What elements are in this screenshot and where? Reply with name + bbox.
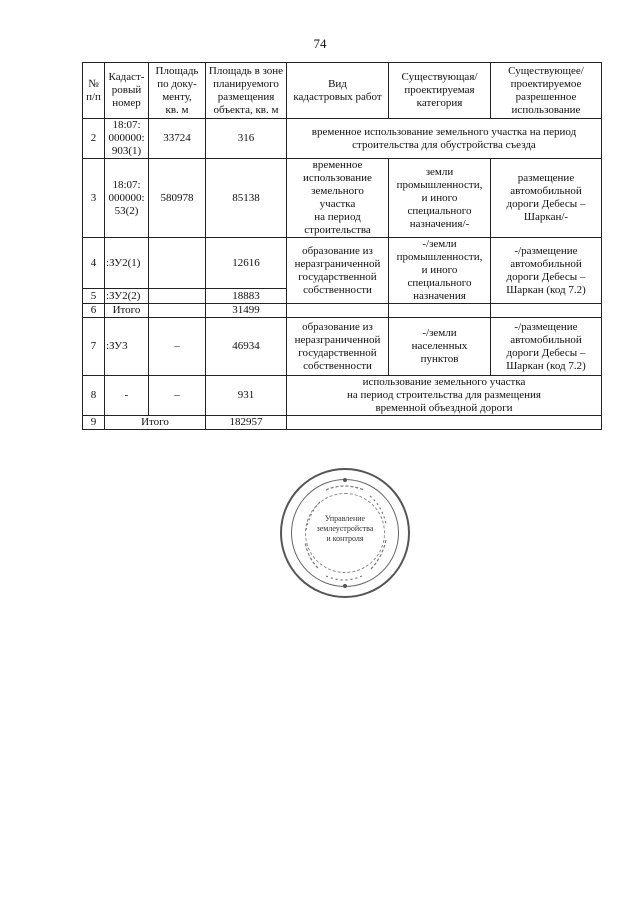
table-row [83,304,602,318]
stamp-center-text: Управление землеустройства и контроля [316,514,374,543]
cell-cadastral: 18:07: 000000: 53(2) [105,159,149,238]
header-cell-number: № п/п [83,63,105,119]
cell-doc-area [149,304,206,318]
cell-zone-area: 931 [206,376,287,416]
cell-category: -/земли населенных пунктов [389,318,491,376]
cell-usage: -/размещение автомобильной дороги Дебесы – Шаркан (код 7.2) [491,238,602,304]
table-row [83,376,602,416]
land-plots-table [82,62,602,430]
cell-doc-area [149,289,206,304]
cell-zone-area: 31499 [206,304,287,318]
header-cell-zone-area: Площадь в зоне планируемого размещения объекта, кв. м [206,63,287,119]
cell-merged-description: временное использование земельного участка на период строительства для обустройства съезда [287,119,602,159]
cell-works: временное использование земельного участка на период строительства [287,159,389,238]
cell-number: 7 [83,318,105,376]
cell-category [389,304,491,318]
cell-category: земли промышленности, и иного специального назначения/- [389,159,491,238]
cell-doc-area: 33724 [149,119,206,159]
cell-zone-area: 18883 [206,289,287,304]
header-cell-usage: Существующее/ проектируемое разрешенное использование [491,63,602,119]
cell-total-label: Итого [105,304,149,318]
cell-category: -/земли промышленности, и иного специального назначения [389,238,491,304]
cell-total-label: Итого [105,416,206,430]
table-row [83,416,602,430]
cell-cadastral: :ЗУ2(2) [105,289,149,304]
cell-zone-area: 46934 [206,318,287,376]
cell-number: 9 [83,416,105,430]
cell-doc-area: – [149,376,206,416]
cell-usage [491,304,602,318]
table-row [83,159,602,238]
cell-zone-area: 12616 [206,238,287,289]
cell-doc-area: – [149,318,206,376]
cell-number: 3 [83,159,105,238]
cell-number: 5 [83,289,105,304]
cell-cadastral: - [105,376,149,416]
cell-cadastral: 18:07: 000000: 903(1) [105,119,149,159]
cell-doc-area: 580978 [149,159,206,238]
cell-cadastral: :ЗУ3 [105,318,149,376]
cell-number: 8 [83,376,105,416]
header-cell-works: Вид кадастровых работ [287,63,389,119]
header-cell-doc-area: Площадь по доку- менту, кв. м [149,63,206,119]
cell-zone-area: 316 [206,119,287,159]
table-row [83,119,602,159]
cell-usage: -/размещение автомобильной дороги Дебесы – Шаркан (код 7.2) [491,318,602,376]
cell-works [287,304,389,318]
cell-number: 2 [83,119,105,159]
page-number: 74 [313,36,327,51]
official-stamp [280,468,410,598]
table-header-row [83,63,602,119]
cell-doc-area [149,238,206,289]
table-row [83,318,602,376]
cell-number: 6 [83,304,105,318]
table-row [83,238,602,289]
cell-zone-area: 182957 [206,416,287,430]
cell-empty [287,416,602,430]
cell-works: образование из неразграниченной государственной собственности [287,238,389,304]
cell-works: образование из неразграниченной государственной собственности [287,318,389,376]
cell-zone-area: 85138 [206,159,287,238]
cell-cadastral: :ЗУ2(1) [105,238,149,289]
header-cell-category: Существующая/ проектируемая категория [389,63,491,119]
cell-number: 4 [83,238,105,289]
cell-usage: размещение автомобильной дороги Дебесы – Шаркан/- [491,159,602,238]
header-cell-cadastral: Кадаст- ровый номер [105,63,149,119]
cell-merged-description: использование земельного участка на период строительства для размещения временной объездной дороги [287,376,602,416]
